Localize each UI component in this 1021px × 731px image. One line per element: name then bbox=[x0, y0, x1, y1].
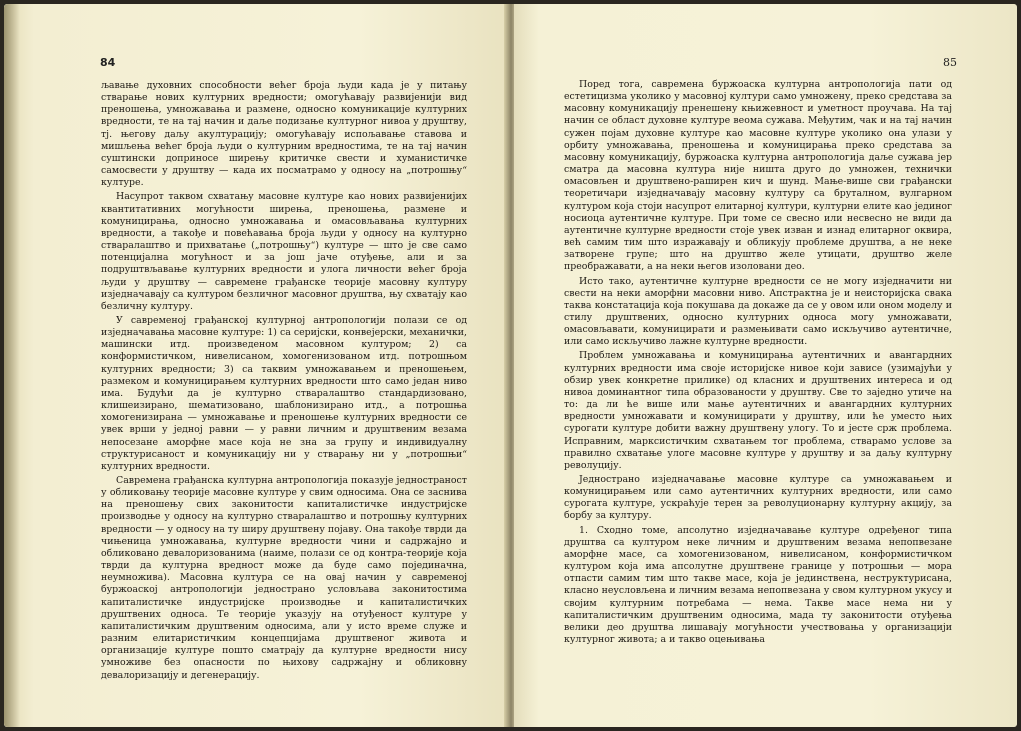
paragraph: Једнострано изједначавање масовне културе са умножавањем и комуницирањем или само аутентичних културних вредности, или само сурогата културе, ускраћује терен за револуционарну културну акцију, за борбу за културу. bbox=[564, 474, 952, 522]
paragraph: Насупрот таквом схватању масовне културе као нових развијенијих квантитативних могућности ширења, преношења, размене и комуницирања, односно умножавања и омасовљавања културних вредности, а такође и повећавања броја људи у односу на културно стваралаштво и прихватање („потрошњу“) културе — што је све само потенцијална могућност и за још јаче отуђење, али и за подруштвљавање културних вредности и улога личности већег броја људи у друштву — савремене грађанске теорије масовну културу изједначавају са културом безличног масовног друштва, њу схватају као безличну културу. bbox=[101, 191, 467, 312]
page-number-left: 84 bbox=[100, 56, 116, 69]
paragraph: 1. Сходно томе, апсолутно изједначавање културе одређеног типа друштва са културом неке личним и друштвеним везама непопвезане аморфне масе, са хомогенизованом, нивелисаном, конформистичком културом која има апсолутне друштвене границе у потрошњи — мора отпасти самим тим што такве масе, која је јединствена, неструктурисана, класно неусловљена и личним везама непопвезана у свом културном укусу и својим културним потребама — нема. Такве масе нема ни у капиталистичким друштвеним односима, мада ту законитости отуђења велики део друштва лишавају могућности учествовања у организацији културног живота; а и такво оцењивања bbox=[564, 524, 952, 646]
book-spread bbox=[4, 4, 1017, 727]
left-page bbox=[4, 4, 508, 727]
page-edge-shadow bbox=[4, 4, 20, 727]
paragraph: Савремена грађанска културна антропологија показује једностраност у обликовању теорије масовне културе у свим односима. Она се заснива на преношењу свих законитости капиталистичке индустријске производње у односу на културно стваралаштво и потрошњу културних вредности — у односу на ту ширу друштвену појаву. Она такође тврди да чињеница умножавања, културне вредности чини и садржајно и обликовано девалоризованима (наиме, полази се од контра-теорије која тврди да културна вредност може да буде само појединачна, неумножива). Масовна култура се на овај начин у савременој буржоаској антропологији једнострано условљава законитостима капиталистичке индустријске производње и капиталистичких друштвених односа. Те теорије указују на отуђеност културе у капиталистичким друштвеним односима, али у исто време служе и разним елитаристичким концепцијама друштвеног живота и организације културе пошто сматрају да културне вредности нису умноживе без опасности по њихову садржајну и обликовну девалоризацију и дегенерацију. bbox=[101, 475, 467, 681]
right-page-text bbox=[564, 79, 952, 646]
page-number-right: 85 bbox=[943, 56, 957, 69]
paragraph: Исто тако, аутентичне културне вредности се не могу изједначити ни свести на неки аморфни масовни ниво. Апстрактна је и неисторијска свака таква констатација која покушава да докаже да се у овом или оном моделу и стилу друштвених, односно културних односа могу умножавати, омасовљавати, комуницирати и размењивати само искључиво аутентичне, или само искључиво лажне културне вредности. bbox=[564, 275, 952, 348]
paragraph: Поред тога, савремена буржоаска културна антропологија пати од естетицизма уколико у масовној култури само умножену, преко средстава за масовну комуникацију пренешену књижевност и уметност проучава. На тај начин се област духовне културе веома сужава. Међутим, чак и на тај начин сужен појам духовне културе као масовне културе уколико она улази у орбиту умножавања, преношења и комуницирања преко средстава за масовну комуникацију, буржоаска културна антропологија даље сужава јер сматра да масовна култура ниje ништа друго до умножен, технички омасовљен и друштвено-раширен кич и шунд. Мање-више сви грађански теоретичари изједначавају масовну културу са бруталном, вулгарном културом која стоји насупрот елитарној култури, културни елите као јединог носиоца аутентичне културе. При томе се свесно или несвесно не види да аутентичне културне вредности стоје увек изван и изнад елитарног оквира, већ самим тим што изражавају и обликују проблеме друштва, а не неке затворене групе; што на друштво желе утицати, друштво желе преображавати, а на неки његов изоловани део. bbox=[564, 79, 952, 273]
paragraph: Проблем умножавања и комуницирања аутентичних и авангардних културних вредности има своје историјске нивое који зависе (узимајући у обзир увек конкретне прилике) од класних и друштвених интереса и од нивоа доминантног типа образованости у друштву. Све то заједно утиче на то: да ли ће више или мање аутентичних и авангардних културних вредности умножавати и комуницирати у друштву, или ће уместо њих сурогати културе добити важну друштвену улогу. То и јесте срж проблема. Исправним, марксистичким схватањем тог проблема, стварамо услове за правилно схватање улоге масовне културе у друштву и за даљу културну револуцију. bbox=[564, 350, 952, 471]
paragraph: У савременој грађанској културној антропологији полази се од изједначавања масовне културе: 1) са серијски, конвејерски, механички, машински итд. произведеном масовном културом; 2) са конформистичком, нивелисаном, хомогенизованом итд. потрошњом културних вредности; 3) са таквим умножавањем и преношењем, размеком и комуницирањем културних вредности што само један ниво има. Будући да је културно стваралаштво стандардизовано, клишеизирано, шематизовано, шаблонизирано итд., а потрошња хомогенизирана — умножавање и преношење културних вредности се увек врши у једној равни — у равни личним и друштвеним везама непосезане аморфне масе која не зна за групу и индивидуалну структурисаност и комуникацију ни у стварању ни у „потрошњи“ културних вредности. bbox=[101, 314, 467, 472]
paragraph: љавање духовних способности већег броја људи када је у питању стварање нових културних вредности; омогућавају развијенији вид преношења, умножавања и размене, односно комуникације културних вредности, те на тај начин и даље подизање културног нивоа у друштву, тј. његову даљу акултурацију; омогућавају испољавање ставова и мишљења већег броја људи о културним вредностима, те на тај начин суштински доприносе ширењу критичке свести и хуманистичке самосвести у друштву — када их посматрамо у односу на „потрошњу“ културе. bbox=[101, 80, 467, 189]
right-page bbox=[514, 4, 1017, 727]
left-page-text bbox=[101, 80, 467, 682]
